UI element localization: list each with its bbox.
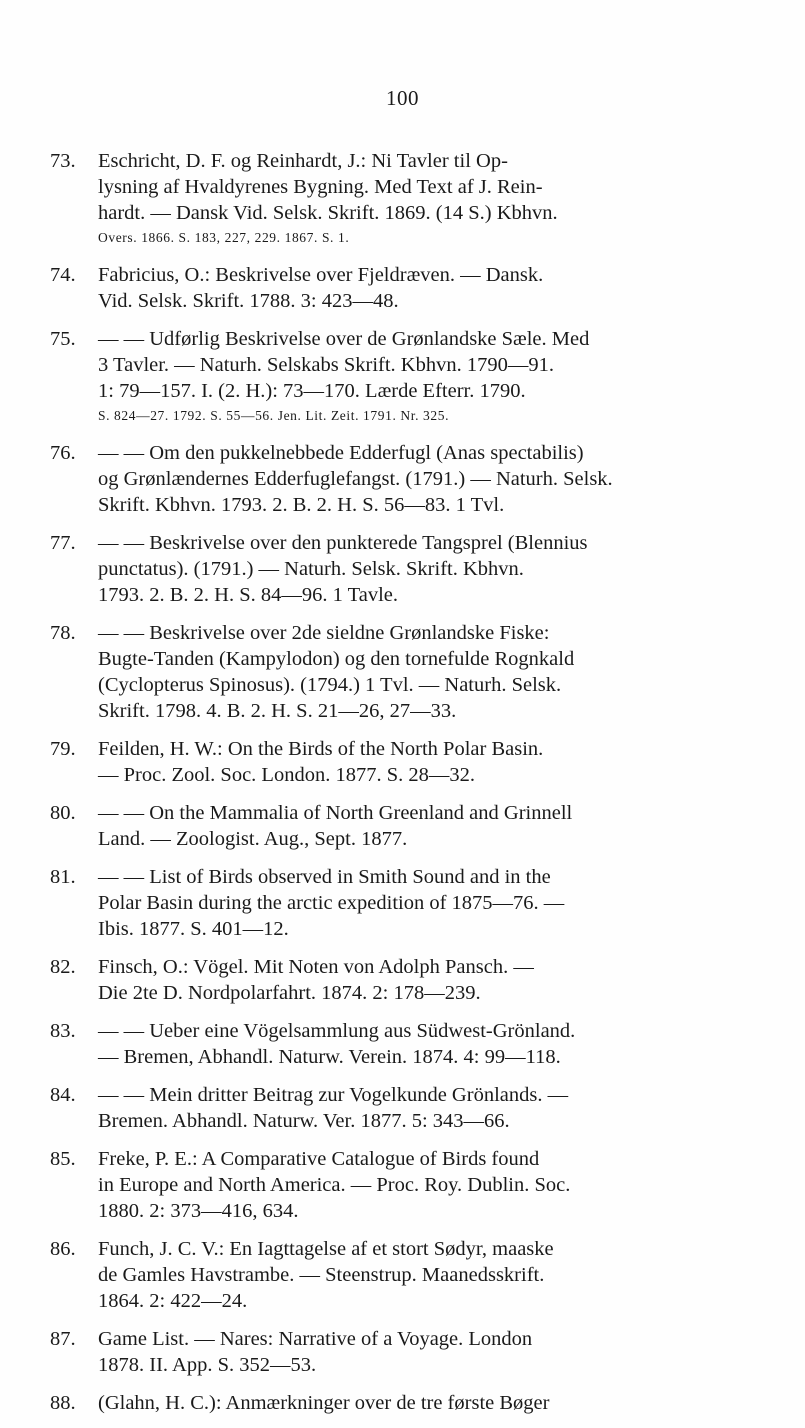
- entry-number: 84.: [50, 1084, 76, 1106]
- entry-text-line: hardt. — Dansk Vid. Selsk. Skrift. 1869. (14 S.) Kbhvn.: [98, 202, 558, 224]
- entry-text-line: Finsch, O.: Vögel. Mit Noten von Adolph Pansch. —: [98, 956, 534, 978]
- entry-number: 75.: [50, 328, 76, 350]
- entry-text-line: de Gamles Havstrambe. — Steenstrup. Maanedsskrift.: [98, 1264, 545, 1286]
- bibliography-entry: [50, 440, 770, 518]
- entry-number: 76.: [50, 442, 76, 464]
- bibliography-entry: [50, 1018, 770, 1070]
- entry-text-line: Ibis. 1877. S. 401—12.: [98, 918, 289, 940]
- bibliography-entry: [50, 1146, 770, 1224]
- entry-number: 79.: [50, 738, 76, 760]
- entry-text-line: — — List of Birds observed in Smith Sound and in the: [98, 866, 551, 888]
- bibliography-entry: [50, 954, 770, 1006]
- entry-text-line: Die 2te D. Nordpolarfahrt. 1874. 2: 178—239.: [98, 982, 481, 1004]
- bibliography-entry: [50, 262, 770, 314]
- entry-text-line: — — Ueber eine Vögelsammlung aus Südwest-Grönland.: [98, 1020, 576, 1042]
- entry-number: 77.: [50, 532, 76, 554]
- entry-number: 78.: [50, 622, 76, 644]
- entry-text-line: 3 Tavler. — Naturh. Selskabs Skrift. Kbhvn. 1790—91.: [98, 354, 554, 376]
- entry-number: 74.: [50, 264, 76, 286]
- bibliography-entry: [50, 148, 770, 250]
- entry-text-line: 1793. 2. B. 2. H. S. 84—96. 1 Tavle.: [98, 584, 398, 606]
- entry-text-line: og Grønlændernes Edderfuglefangst. (1791.) — Naturh. Selsk.: [98, 468, 613, 490]
- entry-text-line: in Europe and North America. — Proc. Roy. Dublin. Soc.: [98, 1174, 571, 1196]
- entry-note-line: Overs. 1866. S. 183, 227, 229. 1867. S. 1.: [98, 230, 350, 245]
- entry-number: 82.: [50, 956, 76, 978]
- entry-text-line: Feilden, H. W.: On the Birds of the North Polar Basin.: [98, 738, 544, 760]
- entry-number: 87.: [50, 1328, 76, 1350]
- entry-text-line: 1880. 2: 373—416, 634.: [98, 1200, 299, 1222]
- entry-number: 85.: [50, 1148, 76, 1170]
- bibliography-entry: [50, 864, 770, 942]
- entry-text-line: — — Mein dritter Beitrag zur Vogelkunde Grönlands. —: [98, 1084, 569, 1106]
- entry-text-line: Land. — Zoologist. Aug., Sept. 1877.: [98, 828, 408, 850]
- entry-text-line: Skrift. Kbhvn. 1793. 2. B. 2. H. S. 56—83. 1 Tvl.: [98, 494, 505, 516]
- entry-text-line: — Proc. Zool. Soc. London. 1877. S. 28—32.: [98, 764, 475, 786]
- entry-text-line: lysning af Hvaldyrenes Bygning. Med Text af J. Rein-: [98, 176, 543, 198]
- entry-text-line: Game List. — Nares: Narrative of a Voyage. London: [98, 1328, 533, 1350]
- entry-text-line: — — Beskrivelse over den punkterede Tangsprel (Blennius: [98, 532, 588, 554]
- bibliography-entry: [50, 1236, 770, 1314]
- entry-text-line: — — On the Mammalia of North Greenland and Grinnell: [98, 802, 573, 824]
- entry-text-line: Fabricius, O.: Beskrivelse over Fjeldræven. — Dansk.: [98, 264, 544, 286]
- entry-text-line: Eschricht, D. F. og Reinhardt, J.: Ni Tavler til Op-: [98, 150, 508, 172]
- bibliography-entry: [50, 1082, 770, 1134]
- entry-text-line: (Cyclopterus Spinosus). (1794.) 1 Tvl. — Naturh. Selsk.: [98, 674, 562, 696]
- entry-text-line: 1878. II. App. S. 352—53.: [98, 1354, 317, 1376]
- entry-number: 88.: [50, 1392, 76, 1414]
- entry-number: 86.: [50, 1238, 76, 1260]
- bibliography-entry: [50, 1326, 770, 1378]
- entry-text-line: (Glahn, H. C.): Anmærkninger over de tre første Bøger: [98, 1392, 550, 1414]
- entry-text-line: Freke, P. E.: A Comparative Catalogue of Birds found: [98, 1148, 540, 1170]
- bibliography-entry: [50, 326, 770, 428]
- entry-text-line: 1864. 2: 422—24.: [98, 1290, 248, 1312]
- entry-text-line: Vid. Selsk. Skrift. 1788. 3: 423—48.: [98, 290, 399, 312]
- entry-number: 81.: [50, 866, 76, 888]
- entry-text-line: Bremen. Abhandl. Naturw. Ver. 1877. 5: 343—66.: [98, 1110, 510, 1132]
- bibliography-list: [50, 148, 770, 1428]
- entry-text-line: Skrift. 1798. 4. B. 2. H. S. 21—26, 27—33.: [98, 700, 457, 722]
- entry-number: 80.: [50, 802, 76, 824]
- entry-text-line: 1: 79—157. I. (2. H.): 73—170. Lærde Efterr. 1790.: [98, 380, 526, 402]
- entry-text-line: Funch, J. C. V.: En Iagttagelse af et stort Sødyr, maaske: [98, 1238, 554, 1260]
- entry-text-line: — Bremen, Abhandl. Naturw. Verein. 1874. 4: 99—118.: [98, 1046, 561, 1068]
- bibliography-entry: [50, 620, 770, 724]
- entry-text-line: — — Beskrivelse over 2de sieldne Grønlandske Fiske:: [98, 622, 550, 644]
- entry-number: 83.: [50, 1020, 76, 1042]
- entry-text-line: Bugte-Tanden (Kampylodon) og den tornefulde Rognkald: [98, 648, 575, 670]
- entry-text-line: Polar Basin during the arctic expedition of 1875—76. —: [98, 892, 565, 914]
- entry-text-line: — — Om den pukkelnebbede Edderfugl (Anas spectabilis): [98, 442, 584, 464]
- entry-text-line: punctatus). (1791.) — Naturh. Selsk. Skrift. Kbhvn.: [98, 558, 524, 580]
- bibliography-entry: [50, 800, 770, 852]
- entry-text-line: — — Udførlig Beskrivelse over de Grønlandske Sæle. Med: [98, 328, 590, 350]
- bibliography-entry: [50, 1390, 770, 1416]
- bibliography-entry: [50, 736, 770, 788]
- bibliography-entry: [50, 530, 770, 608]
- entry-number: 73.: [50, 150, 76, 172]
- entry-note-line: S. 824—27. 1792. S. 55—56. Jen. Lit. Zeit. 1791. Nr. 325.: [98, 408, 450, 423]
- page-number: 100: [386, 86, 419, 110]
